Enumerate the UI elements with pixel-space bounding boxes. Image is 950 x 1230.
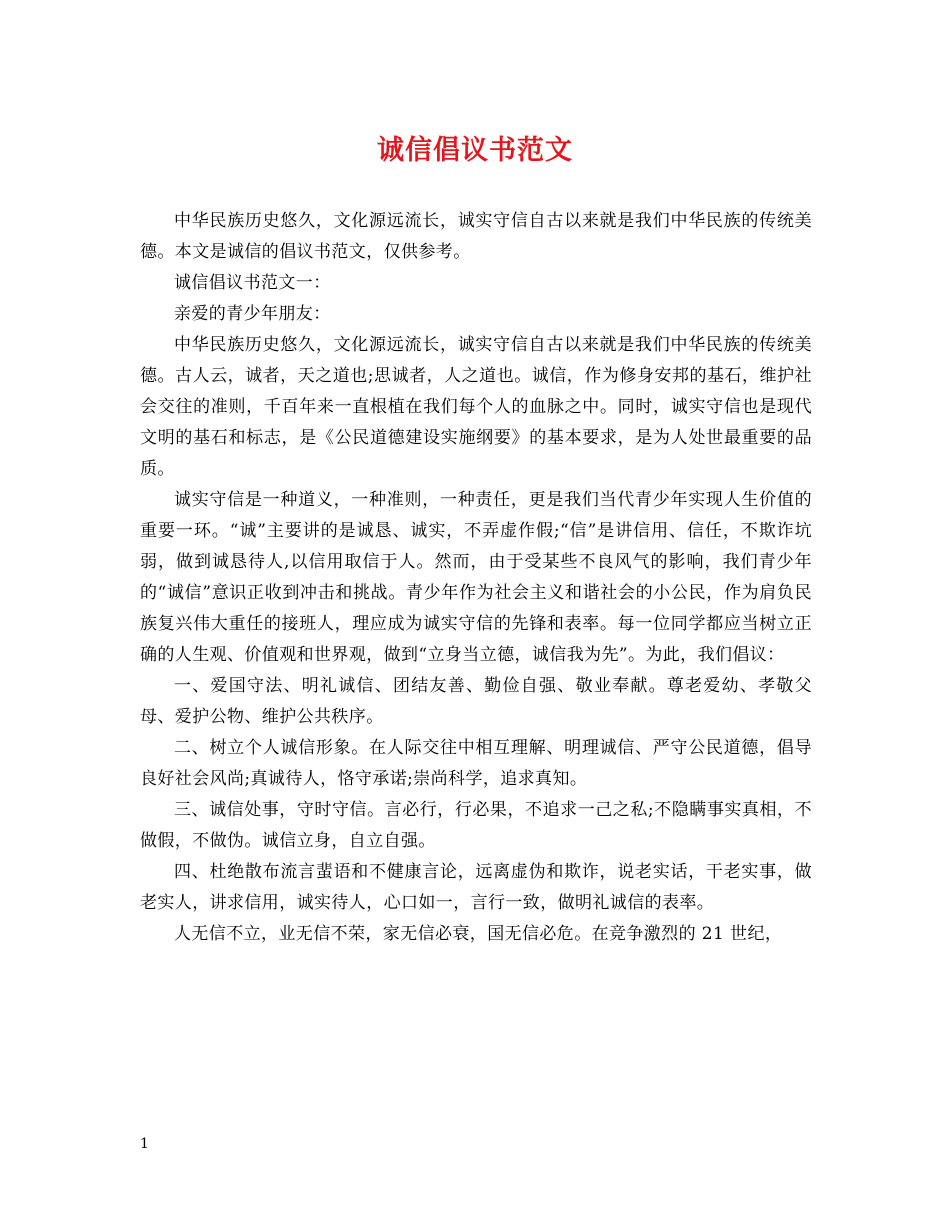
page-number: 1 bbox=[140, 1136, 149, 1152]
paragraph-proposal-2: 二、树立个人诚信形象。在人际交往中相互理解、明理诚信、严守公民道德，倡导良好社会风尚;真诚待人，恪守承诺;崇尚科学，追求真知。 bbox=[140, 738, 812, 789]
paragraph-salutation: 亲爱的青少年朋友： bbox=[174, 304, 331, 324]
document-body bbox=[140, 206, 812, 950]
document-title: 诚信倡议书范文 bbox=[377, 135, 573, 166]
paragraph-proposal-1: 一、爱国守法、明礼诚信、团结友善、勤俭自强、敬业奉献。尊老爱幼、孝敬父母、爱护公物、维护公共秩序。 bbox=[140, 676, 812, 727]
paragraph-intro: 中华民族历史悠久，文化源远流长，诚实守信自古以来就是我们中华民族的传统美德。本文是诚信的倡议书范文，仅供参考。 bbox=[140, 211, 812, 262]
paragraph-closing: 人无信不立，业无信不荣，家无信必衰，国无信必危。在竞争激烈的 21 世纪， bbox=[174, 924, 783, 944]
paragraph-heading: 诚信倡议书范文一： bbox=[174, 273, 331, 293]
paragraph-tradition: 中华民族历史悠久，文化源远流长，诚实守信自古以来就是我们中华民族的传统美德。古人云，诚者，天之道也;思诚者，人之道也。诚信，作为修身安邦的基石，维护社会交往的准则，千百年来一直根植在我们每个人的血脉之中。同时，诚实守信也是现代文明的基石和标志，是《公民道德建设实施纲要》的基本要求，是为人处世最重要的品质。 bbox=[140, 335, 812, 479]
paragraph-youth: 诚实守信是一种道义，一种准则，一种责任，更是我们当代青少年实现人生价值的重要一环。“诚”主要讲的是诚恳、诚实，不弄虚作假;“信”是讲信用、信任，不欺诈坑弱，做到诚恳待人,以信用取信于人。然而，由于受某些不良风气的影响，我们青少年的“诚信”意识正收到冲击和挑战。青少年作为社会主义和谐社会的小公民，作为肩负民族复兴伟大重任的接班人，理应成为诚实守信的先锋和表率。每一位同学都应当树立正确的人生观、价值观和世界观，做到“立身当立德，诚信我为先”。为此，我们倡议： bbox=[140, 490, 812, 665]
paragraph-proposal-4: 四、杜绝散布流言蜚语和不健康言论，远离虚伪和欺诈，说老实话，干老实事，做老实人，讲求信用，诚实待人，心口如一，言行一致，做明礼诚信的表率。 bbox=[140, 862, 812, 913]
paragraph-proposal-3: 三、诚信处事，守时守信。言必行，行必果，不追求一己之私;不隐瞒事实真相，不做假，不做伪。诚信立身，自立自强。 bbox=[140, 800, 812, 851]
